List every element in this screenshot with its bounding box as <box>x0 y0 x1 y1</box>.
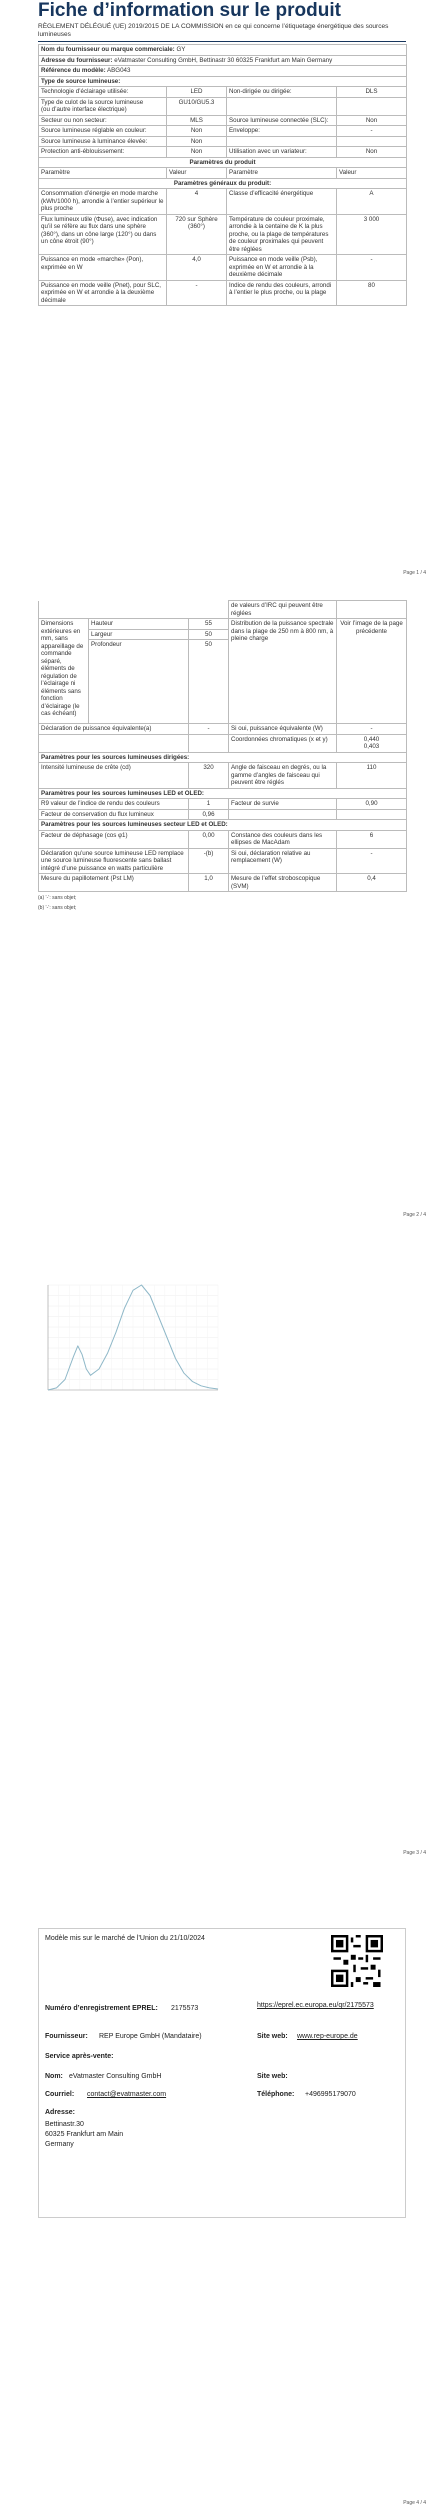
dimensions-row: Profondeur 50 <box>39 640 407 724</box>
phone-value: +496995179070 <box>305 2091 356 2098</box>
page-2 <box>0 600 444 1218</box>
led-oled-mls-row: Déclaration qu’une source lumineuse LED remplace une source lumineuse fluorescente sans ballast intégré d’une puissance en watts particulière -(b) Si oui, déclaration relative au remplacement (W) - <box>39 848 407 874</box>
email-link[interactable]: contact@evatmaster.com <box>87 2091 167 2098</box>
eprel-info-box <box>38 1928 406 2218</box>
led-oled-mls-row: Facteur de déphasage (cos φ1) 0,00 Constance des couleurs dans les ellipses de MacAdam 6 <box>39 830 407 848</box>
dimensions-row: Dimensions extérieures en mm, sans appareillage de commande séparé, éléments de régulation de l’éclairage ni éléments sans fonction d’éclairage (le cas échéant) Hauteur 55 Distribution de la puissance spectrale dans la plage de 250 nm à 800 nm, à pleine charge Voir l’image de la page précédente <box>39 619 407 630</box>
address-line: Germany <box>45 2141 74 2148</box>
market-date: Modèle mis sur le marché de l’Union du 21/10/2024 <box>45 1935 205 1942</box>
eprel-label: Numéro d’enregistrement EPREL: <box>45 2005 158 2012</box>
address-label: Adresse: <box>45 2109 75 2116</box>
general-row: Puissance en mode «marche» (Pon), exprimée en W 4,0 Puissance en mode veille (Psb), exprimée en W et arrondie à la deuxième décimale - <box>39 255 407 281</box>
product-params-header: Paramètres du produit <box>39 157 407 168</box>
directional-header: Paramètres pour les sources lumineuses dirigées: <box>39 752 407 763</box>
led-oled-row: R9 valeur de l’indice de rendu des couleurs 1 Facteur de survie 0,90 <box>39 799 407 810</box>
name-label: Nom: <box>45 2073 63 2080</box>
type-row: Type de culot de la source lumineuse (ou d’autre interface électrique) GU10/GU5.3 <box>39 97 407 115</box>
model-row: Référence du modèle: ABG043 <box>39 66 407 77</box>
page-number: Page 2 / 4 <box>403 1212 426 1218</box>
chromaticity-row: Coordonnées chromatiques (x et y) 0,440 0,403 <box>39 734 407 752</box>
footnote: (a) ‘-’: sans objet; <box>38 895 77 901</box>
site-label: Site web: <box>257 2033 288 2040</box>
general-params-header: Paramètres généraux du produit: <box>39 178 407 189</box>
address-line: Bettinastr.30 <box>45 2121 84 2128</box>
address-row: Adresse du fournisseur: eVatmaster Consulting GmbH, Bettinastr 30 60325 Frankfurt am Main Germany <box>39 55 407 66</box>
service-label: Service après-vente: <box>45 2053 114 2060</box>
eprel-link[interactable]: https://eprel.ec.europa.eu/qr/2175573 <box>257 2002 374 2009</box>
led-oled-header: Paramètres pour les sources lumineuses LED et OLED: <box>39 788 407 799</box>
page-number: Page 1 / 4 <box>403 570 426 576</box>
general-row: Flux lumineux utile (Φuse), avec indication qu’il se réfère au flux dans une sphère (360°), dans un cône large (120°) ou dans un cône étroit (90°) 720 sur Sphère (360°) Température de couleur proximale, arrondie à la centaine de K la plus proche, ou la plage de températures de couleur proximales qui peuvent être réglées 3 000 <box>39 214 407 255</box>
footnote: (b) ‘-’: sans objet; <box>38 905 77 911</box>
type-row: Protection anti-éblouissement: Non Utilisation avec un variateur: Non <box>39 147 407 158</box>
page-1 <box>0 0 444 576</box>
type-header-row: Type de source lumineuse: <box>39 76 407 87</box>
equivalent-power-row: Déclaration de puissance équivalente(a) - Si oui, puissance équivalente (W) - <box>39 724 407 735</box>
spectral-distribution-chart <box>38 1280 223 1400</box>
general-row: Puissance en mode veille (Pnet), pour SLC, exprimée en W et arrondie à la deuxième décimale - Indice de rendu des couleurs, arrondi à l’entier le plus proche, ou la plage 80 <box>39 280 407 306</box>
email-label: Courriel: <box>45 2091 75 2098</box>
site-link[interactable]: www.rep-europe.de <box>297 2033 358 2040</box>
phone-label: Téléphone: <box>257 2091 295 2098</box>
product-params-table-continued <box>38 600 407 892</box>
type-row: Source lumineuse réglable en couleur: Non Enveloppe: - <box>39 126 407 137</box>
supplier-value: REP Europe GmbH (Mandataire) <box>99 2033 202 2040</box>
column-headers: Paramètre Valeur Paramètre Valeur <box>39 168 407 179</box>
address-line: 60325 Frankfurt am Main <box>45 2131 124 2138</box>
product-info-table <box>38 44 407 306</box>
supplier-row: Nom du fournisseur ou marque commerciale: GY <box>39 45 407 56</box>
page-title: Fiche d’information sur le produit <box>38 0 341 21</box>
irc-continued-row: de valeurs d’IRC qui peuvent être réglées <box>39 601 407 619</box>
page-number: Page 4 / 4 <box>403 2500 426 2506</box>
regulation-subtitle: RÈGLEMENT DÉLÉGUÉ (UE) 2019/2015 DE LA COMMISSION en ce qui concerne l’étiquetage énergétique des sources lumineuses <box>38 23 406 42</box>
directional-row: Intensité lumineuse de crête (cd) 320 Angle de faisceau en degrés, ou la gamme d’angles de faisceau qui peuvent être réglés 110 <box>39 763 407 789</box>
type-row: Secteur ou non secteur: MLS Source lumineuse connectée (SLC): Non <box>39 115 407 126</box>
type-row: Technologie d’éclairage utilisée: LED Non-dirigée ou dirigée: DLS <box>39 87 407 98</box>
general-row: Consommation d’énergie en mode marche (kWh/1000 h), arrondie à l’entier supérieur le plus proche 4 Classe d’efficacité énergétique A <box>39 189 407 215</box>
site2-label: Site web: <box>257 2073 288 2080</box>
qr-code[interactable] <box>331 1935 383 1987</box>
led-oled-mls-row: Mesure du papillotement (Pst LM) 1,0 Mesure de l’effet stroboscopique (SVM) 0,4 <box>39 874 407 892</box>
name-value: eVatmaster Consulting GmbH <box>69 2073 162 2080</box>
led-oled-row: Facteur de conservation du flux lumineux 0,96 <box>39 809 407 820</box>
eprel-value: 2175573 <box>171 2005 199 2012</box>
supplier-label: Fournisseur: <box>45 2033 88 2040</box>
dimensions-row: Largeur 50 <box>39 629 407 640</box>
page-number: Page 3 / 4 <box>403 1850 426 1856</box>
type-row: Source lumineuse à luminance élevée: Non <box>39 136 407 147</box>
led-oled-mls-header: Paramètres pour les sources lumineuses secteur LED et OLED: <box>39 820 407 831</box>
